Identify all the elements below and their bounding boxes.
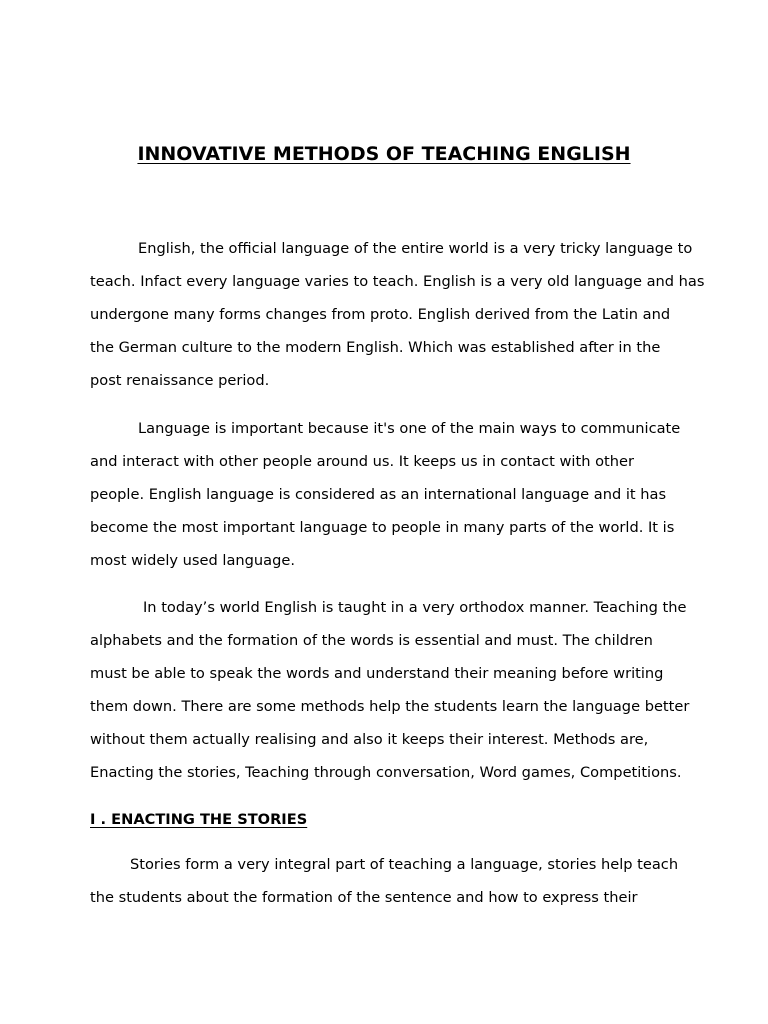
paragraph-line: teach. Infact every language varies to teach. English is a very old language and has (90, 273, 705, 290)
paragraph-line: become the most important language to people in many parts of the world. It is (90, 519, 675, 536)
paragraph-line: In today’s world English is taught in a very orthodox manner. Teaching the (143, 599, 687, 616)
paragraph-line: alphabets and the formation of the words is essential and must. The children (90, 632, 653, 649)
paragraph-methods (90, 591, 690, 789)
paragraph-line: people. English language is considered as an international language and it has (90, 486, 667, 503)
paragraph-line: Stories form a very integral part of teaching a language, stories help teach (130, 856, 679, 873)
paragraph-intro (90, 232, 705, 397)
paragraph-line: Language is important because it's one of the main ways to communicate (138, 420, 681, 437)
paragraph-stories (90, 848, 690, 914)
paragraph-importance (90, 412, 690, 577)
paragraph-line: English, the official language of the entire world is a very tricky language to (138, 240, 693, 257)
paragraph-line: them down. There are some methods help the students learn the language better (90, 698, 690, 715)
paragraph-line: and interact with other people around us. It keeps us in contact with other (90, 453, 634, 470)
paragraph-line: the German culture to the modern English. Which was established after in the (90, 339, 661, 356)
section-heading: I . ENACTING THE STORIES (90, 811, 308, 828)
paragraph-line: Enacting the stories, Teaching through conversation, Word games, Competitions. (90, 764, 682, 781)
paragraph-line: must be able to speak the words and understand their meaning before writing (90, 665, 664, 682)
paragraph-line: without them actually realising and also it keeps their interest. Methods are, (90, 731, 649, 748)
paragraph-line: undergone many forms changes from proto. English derived from the Latin and (90, 306, 671, 323)
document-title: INNOVATIVE METHODS OF TEACHING ENGLISH (137, 143, 631, 165)
paragraph-line: post renaissance period. (90, 372, 270, 389)
paragraph-line: most widely used language. (90, 552, 295, 569)
paragraph-line: the students about the formation of the sentence and how to express their (90, 889, 638, 906)
